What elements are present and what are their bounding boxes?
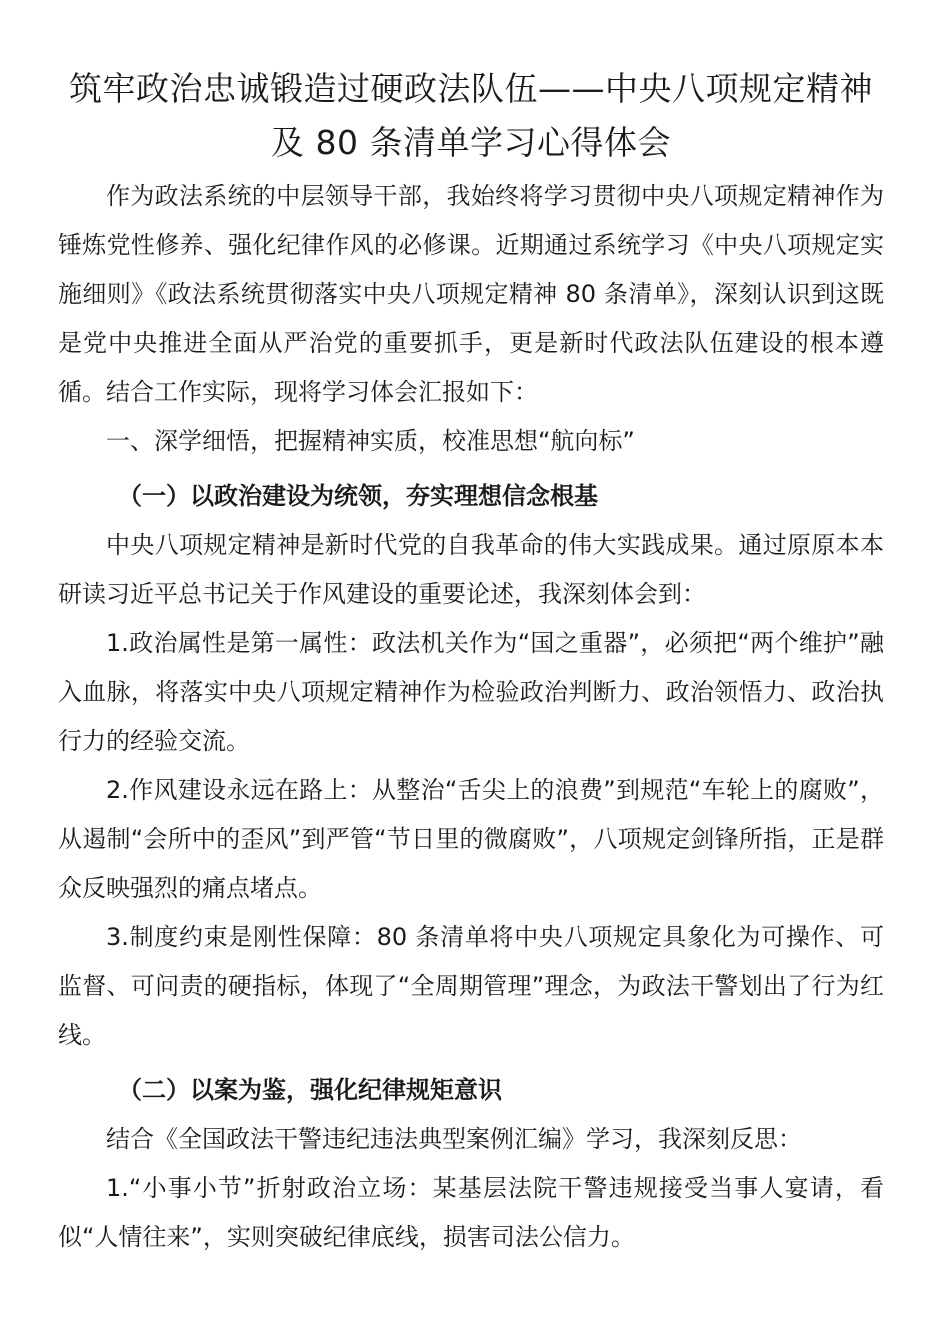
subsection-1-intro: 中央八项规定精神是新时代党的自我革命的伟大实践成果。通过原原本本研读习近平总书记关于作风建设的重要论述，我深刻体会到： — [58, 531, 884, 608]
section-heading-1: 一、深学细悟，把握精神实质，校准思想“航向标” — [106, 427, 635, 455]
list-item: 2.作风建设永远在路上：从整治“舌尖上的浪费”到规范“车轮上的腐败”，从遏制“会所中的歪风”到严管“节日里的微腐败”，八项规定剑锋所指，正是群众反映强烈的痛点堵点。 — [58, 776, 884, 902]
list-item: 1.“小事小节”折射政治立场：某基层法院干警违规接受当事人宴请，看似“人情往来”，实则突破纪律底线，损害司法公信力。 — [58, 1174, 884, 1251]
list-item: 3.制度约束是刚性保障：80 条清单将中央八项规定具象化为可操作、可监督、可问责的硬指标，体现了“全周期管理”理念，为政法干警划出了行为红线。 — [58, 923, 884, 1049]
intro-paragraph: 作为政法系统的中层领导干部，我始终将学习贯彻中央八项规定精神作为锤炼党性修养、强化纪律作风的必修课。近期通过系统学习《中央八项规定实施细则》《政法系统贯彻落实中央八项规定精神 80 条清单》，深刻认识到这既是党中央推进全面从严治党的重要抓手，更是新时代政法队伍建设的根本遵循。结合工作实际，现将学习体会汇报如下： — [58, 182, 884, 406]
document-title: 筑牢政治忠诚锻造过硬政法队伍——中央八项规定精神及 80 条清单学习心得体会 — [69, 69, 873, 162]
subsection-heading-1: （一）以政治建设为统领，夯实理想信念根基 — [118, 482, 598, 510]
list-item: 1.政治属性是第一属性：政法机关作为“国之重器”，必须把“两个维护”融入血脉，将落实中央八项规定精神作为检验政治判断力、政治领悟力、政治执行力的经验交流。 — [58, 629, 884, 755]
subsection-2-intro: 结合《全国政法干警违纪违法典型案例汇编》学习，我深刻反思： — [106, 1125, 802, 1153]
subsection-heading-2: （二）以案为鉴，强化纪律规矩意识 — [118, 1076, 502, 1104]
